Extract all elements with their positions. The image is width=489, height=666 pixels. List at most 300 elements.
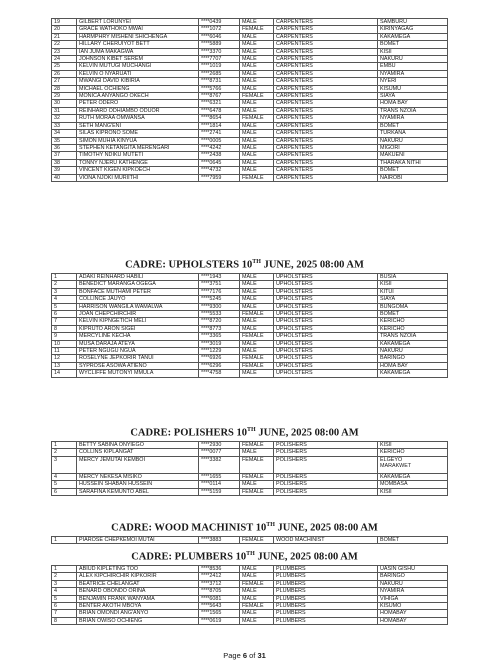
applicant-name-cell: BENEDICT MARANGA OGEGA (77, 281, 199, 288)
table-row (52, 333, 448, 340)
id-number-cell: ****8773 (199, 325, 240, 332)
row-number-cell: 8 (52, 325, 77, 332)
row-number-cell: 6 (52, 311, 77, 318)
applicant-name-cell: RUTH MORAA OMWANSA (77, 115, 199, 122)
row-number-cell: 2 (52, 573, 77, 580)
table-row (52, 167, 448, 174)
county-cell: TURKANA (378, 130, 448, 137)
id-number-cell: ****5643 (199, 603, 240, 610)
county-cell: KISUMU (378, 85, 448, 92)
wood-machinist-heading: CADRE: WOOD MACHINIST 10TH JUNE, 2025 08:00 AM (111, 522, 378, 534)
applicant-name-cell: ABIUD KIPLETING TOO (77, 566, 199, 573)
cadre-cell: UPHOLSTERS (274, 370, 378, 377)
county-cell: VIHIGA (378, 595, 448, 602)
applicant-name-cell: GRACE WATHOKO MWAI (77, 26, 199, 33)
gender-cell: MALE (240, 70, 274, 77)
county-cell: KAKAMEGA (378, 33, 448, 40)
applicant-name-cell: TIMOTHY NDIKU MUTETI (77, 152, 199, 159)
gender-cell: MALE (240, 137, 274, 144)
gender-cell: FEMALE (240, 456, 274, 473)
gender-cell: MALE (240, 348, 274, 355)
county-cell: NAKURU (378, 137, 448, 144)
row-number-cell: 8 (52, 617, 77, 624)
county-cell: NYERI (378, 78, 448, 85)
applicant-name-cell: MONICA ANYANGO OKECH (77, 93, 199, 100)
gender-cell: MALE (240, 33, 274, 40)
id-number-cell: ****2685 (199, 70, 240, 77)
cadre-cell: CARPENTERS (274, 167, 378, 174)
table-row (52, 318, 448, 325)
id-number-cell: ****8767 (199, 93, 240, 100)
cadre-cell: POLISHERS (274, 456, 378, 473)
applicant-name-cell: MUSA DARAJA ATEYA (77, 340, 199, 347)
table-row (52, 303, 448, 310)
polishers-table (51, 441, 448, 496)
cadre-cell: PLUMBERS (274, 580, 378, 587)
county-cell: EMBU (378, 63, 448, 70)
polishers-heading: CADRE: POLISHERS 10TH JUNE, 2025 08:00 AM (130, 427, 359, 439)
id-number-cell: ****1814 (199, 122, 240, 129)
table-row (52, 610, 448, 617)
applicant-name-cell: WYCLIFFE MUTONYI MMULA (77, 370, 199, 377)
cadre-cell: PLUMBERS (274, 610, 378, 617)
county-cell: BARINGO (378, 355, 448, 362)
table-row (52, 107, 448, 114)
table-row (52, 281, 448, 288)
county-cell: BOMET (378, 537, 448, 544)
gender-cell: MALE (240, 274, 274, 281)
cadre-cell: CARPENTERS (274, 122, 378, 129)
row-number-cell: 11 (52, 348, 77, 355)
applicant-name-cell: KELVIN O NYARUATI (77, 70, 199, 77)
id-number-cell: ****0114 (199, 481, 240, 488)
row-number-cell: 34 (52, 130, 77, 137)
row-number-cell: 12 (52, 355, 77, 362)
id-number-cell: ****5766 (199, 85, 240, 92)
table-row (52, 159, 448, 166)
gender-cell: FEMALE (240, 26, 274, 33)
cadre-cell: UPHOLSTERS (274, 303, 378, 310)
cadre-cell: CARPENTERS (274, 137, 378, 144)
row-number-cell: 1 (52, 274, 77, 281)
table-row (52, 63, 448, 70)
row-number-cell: 4 (52, 588, 77, 595)
table-row (52, 325, 448, 332)
cadre-cell: CARPENTERS (274, 130, 378, 137)
applicant-name-cell: KELVIN KIPNGETICH MELI (77, 318, 199, 325)
id-number-cell: ****7959 (199, 174, 240, 181)
id-number-cell: ****2438 (199, 152, 240, 159)
county-cell: BOMET (378, 41, 448, 48)
table-row (52, 537, 448, 544)
gender-cell: MALE (240, 85, 274, 92)
id-number-cell: ****7176 (199, 288, 240, 295)
applicant-name-cell: BRIAN OWISO OCHIENG (77, 617, 199, 624)
county-cell: HOMABAY (378, 610, 448, 617)
row-number-cell: 24 (52, 56, 77, 63)
id-number-cell: ****6296 (199, 362, 240, 369)
cadre-cell: UPHOLSTERS (274, 274, 378, 281)
applicant-name-cell: JOHNSON KIBET SEREM (77, 56, 199, 63)
table-row (52, 41, 448, 48)
gender-cell: MALE (240, 152, 274, 159)
applicant-name-cell: PETER NGUGU NGUA (77, 348, 199, 355)
cadre-cell: CARPENTERS (274, 41, 378, 48)
row-number-cell: 6 (52, 603, 77, 610)
table-row (52, 93, 448, 100)
wood-machinist-table (51, 536, 448, 544)
applicant-name-cell: BONFACE MUTHAMI PETER (77, 288, 199, 295)
row-number-cell: 7 (52, 610, 77, 617)
id-number-cell: ****5159 (199, 488, 240, 495)
table-row (52, 33, 448, 40)
row-number-cell: 3 (52, 456, 77, 473)
applicant-name-cell: SIMON MUHIA KINYUA (77, 137, 199, 144)
county-cell: BOMET (378, 122, 448, 129)
gender-cell: FEMALE (240, 174, 274, 181)
gender-cell: MALE (240, 107, 274, 114)
cadre-cell: PLUMBERS (274, 617, 378, 624)
cadre-cell: PLUMBERS (274, 588, 378, 595)
applicant-name-cell: ROSELYNE JEPKORIR TANUI (77, 355, 199, 362)
cadre-cell: WOOD MACHINIST (274, 537, 378, 544)
table-row (52, 122, 448, 129)
county-cell: NAIROBI (378, 174, 448, 181)
table-row (52, 355, 448, 362)
plumbers-heading: CADRE: PLUMBERS 10TH JUNE, 2025 08:00 AM (131, 551, 358, 563)
row-number-cell: 20 (52, 26, 77, 33)
carpenters-table (51, 18, 448, 182)
row-number-cell: 23 (52, 48, 77, 55)
county-cell: KERICHO (378, 318, 448, 325)
row-number-cell: 2 (52, 281, 77, 288)
table-row (52, 617, 448, 624)
gender-cell: MALE (240, 167, 274, 174)
id-number-cell: ****2741 (199, 130, 240, 137)
county-cell: NYAMIRA (378, 115, 448, 122)
table-row (52, 78, 448, 85)
county-cell: BUSIA (378, 274, 448, 281)
cadre-cell: UPHOLSTERS (274, 333, 378, 340)
county-cell: UASIN GISHU (378, 566, 448, 573)
gender-cell: MALE (240, 288, 274, 295)
gender-cell: MALE (240, 610, 274, 617)
cadre-cell: UPHOLSTERS (274, 311, 378, 318)
row-number-cell: 21 (52, 33, 77, 40)
county-cell: BARINGO (378, 573, 448, 580)
gender-cell: MALE (240, 617, 274, 624)
cadre-cell: UPHOLSTERS (274, 281, 378, 288)
id-number-cell: ****1072 (199, 26, 240, 33)
id-number-cell: ****0005 (199, 137, 240, 144)
id-number-cell: ****8705 (199, 588, 240, 595)
id-number-cell: ****1565 (199, 610, 240, 617)
applicant-name-cell: MERCYLINE KECHA (77, 333, 199, 340)
county-cell: MIGORI (378, 144, 448, 151)
id-number-cell: ****3382 (199, 456, 240, 473)
county-cell: NAKURU (378, 580, 448, 587)
gender-cell: FEMALE (240, 362, 274, 369)
applicant-name-cell: GILBERT LORUNYEI (77, 19, 199, 26)
id-number-cell: ****7707 (199, 56, 240, 63)
table-row (52, 362, 448, 369)
gender-cell: MALE (240, 19, 274, 26)
id-number-cell: ****0645 (199, 159, 240, 166)
id-number-cell: ****2930 (199, 442, 240, 449)
table-row (52, 56, 448, 63)
id-number-cell: ****8720 (199, 318, 240, 325)
gender-cell: MALE (240, 296, 274, 303)
row-number-cell: 36 (52, 144, 77, 151)
county-cell: BOMET (378, 311, 448, 318)
id-number-cell: ****3712 (199, 580, 240, 587)
table-row (52, 274, 448, 281)
id-number-cell: ****3370 (199, 48, 240, 55)
county-cell: KERICHO (378, 449, 448, 456)
applicant-name-cell: MERCY NEKESA MISIKO (77, 473, 199, 480)
row-number-cell: 1 (52, 537, 77, 544)
county-cell: THARAKA NITHI (378, 159, 448, 166)
id-number-cell: ****8731 (199, 78, 240, 85)
applicant-name-cell: SILAS KIPRONO SOME (77, 130, 199, 137)
county-cell: TRANS NZOIA (378, 333, 448, 340)
gender-cell: MALE (240, 130, 274, 137)
table-row (52, 152, 448, 159)
county-cell: HOMABAY (378, 617, 448, 624)
table-row (52, 288, 448, 295)
county-cell: NAKURU (378, 56, 448, 63)
cadre-cell: CARPENTERS (274, 63, 378, 70)
table-row (52, 19, 448, 26)
id-number-cell: ****4732 (199, 167, 240, 174)
cadre-cell: POLISHERS (274, 449, 378, 456)
cadre-cell: CARPENTERS (274, 48, 378, 55)
county-cell: KISUMO (378, 603, 448, 610)
row-number-cell: 1 (52, 442, 77, 449)
gender-cell: MALE (240, 303, 274, 310)
applicant-name-cell: BENARD OBONDO ORINA (77, 588, 199, 595)
applicant-name-cell: PIAROSE CHEPKEMOI MUTAI (77, 537, 199, 544)
table-row (52, 370, 448, 377)
id-number-cell: ****1655 (199, 473, 240, 480)
row-number-cell: 29 (52, 93, 77, 100)
applicant-name-cell: HUSSEIN SHABAN HUSSEIN (77, 481, 199, 488)
cadre-cell: CARPENTERS (274, 174, 378, 181)
row-number-cell: 33 (52, 122, 77, 129)
row-number-cell: 5 (52, 595, 77, 602)
cadre-cell: CARPENTERS (274, 70, 378, 77)
applicant-name-cell: BETTY SABINA ONYIEGO (77, 442, 199, 449)
county-cell: KISII (378, 281, 448, 288)
applicant-name-cell: SARAFINA KEMUNTO ABEL (77, 488, 199, 495)
applicant-name-cell: VIONA NJOKI MURIITHI (77, 174, 199, 181)
id-number-cell: ****9300 (199, 303, 240, 310)
id-number-cell: ****3365 (199, 333, 240, 340)
applicant-name-cell: BEATRICE CHELANGAT (77, 580, 199, 587)
cadre-cell: UPHOLSTERS (274, 318, 378, 325)
gender-cell: MALE (240, 318, 274, 325)
applicant-name-cell: PETER ODERO (77, 100, 199, 107)
applicant-name-cell: ALEX KIPCHIRCHIR KIPKORIR (77, 573, 199, 580)
row-number-cell: 26 (52, 70, 77, 77)
county-cell: NYAMIRA (378, 588, 448, 595)
gender-cell: MALE (240, 144, 274, 151)
cadre-cell: UPHOLSTERS (274, 296, 378, 303)
row-number-cell: 35 (52, 137, 77, 144)
cadre-cell: PLUMBERS (274, 603, 378, 610)
county-cell: KAKAMEGA (378, 340, 448, 347)
applicant-name-cell: MWANGI DAVID KIBIRIA (77, 78, 199, 85)
row-number-cell: 5 (52, 481, 77, 488)
gender-cell: FEMALE (240, 355, 274, 362)
county-cell: KISII (378, 488, 448, 495)
table-row (52, 340, 448, 347)
cadre-cell: UPHOLSTERS (274, 340, 378, 347)
applicant-name-cell: REINHARD ODHIAMBO ODUOR (77, 107, 199, 114)
county-cell: KITUI (378, 288, 448, 295)
county-cell: KERICHO (378, 325, 448, 332)
table-row (52, 137, 448, 144)
applicant-name-cell: JOAN CHEPCHIRCHIR (77, 311, 199, 318)
id-number-cell: ****8654 (199, 115, 240, 122)
county-cell: SAMBURU (378, 19, 448, 26)
row-number-cell: 25 (52, 63, 77, 70)
id-number-cell: ****6046 (199, 33, 240, 40)
table-row (52, 311, 448, 318)
cadre-cell: CARPENTERS (274, 26, 378, 33)
id-number-cell: ****6081 (199, 595, 240, 602)
county-cell: KAKAMEGA (378, 370, 448, 377)
applicant-name-cell: HILLARY CHERUIYOT BETT (77, 41, 199, 48)
cadre-cell: PLUMBERS (274, 566, 378, 573)
applicant-name-cell: KELVIN MUTUGI MUCHANGI (77, 63, 199, 70)
gender-cell: MALE (240, 588, 274, 595)
applicant-name-cell: KIPRUTO ARON SIGEI (77, 325, 199, 332)
applicant-name-cell: BENTER AKOTH MBOYA (77, 603, 199, 610)
gender-cell: FEMALE (240, 311, 274, 318)
plumbers-table (51, 565, 448, 625)
county-cell: NYAMIRA (378, 70, 448, 77)
county-cell: MAKUENI (378, 152, 448, 159)
cadre-cell: POLISHERS (274, 488, 378, 495)
applicant-name-cell: SYPROSE ASOWA ATIENO (77, 362, 199, 369)
row-number-cell: 10 (52, 340, 77, 347)
gender-cell: MALE (240, 159, 274, 166)
county-cell: BOMET (378, 167, 448, 174)
row-number-cell: 5 (52, 303, 77, 310)
gender-cell: MALE (240, 63, 274, 70)
applicant-name-cell: VINCENT KIGEN KIPKOECH (77, 167, 199, 174)
gender-cell: MALE (240, 56, 274, 63)
gender-cell: MALE (240, 340, 274, 347)
county-cell: TRANS NZOIA (378, 107, 448, 114)
table-row (52, 296, 448, 303)
county-cell: ELGEYO MARAKWET (378, 456, 448, 473)
county-cell: SIAYA (378, 93, 448, 100)
table-row (52, 144, 448, 151)
table-row (52, 449, 448, 456)
county-cell: KAKAMEGA (378, 473, 448, 480)
table-row (52, 573, 448, 580)
row-number-cell: 13 (52, 362, 77, 369)
gender-cell: FEMALE (240, 93, 274, 100)
row-number-cell: 32 (52, 115, 77, 122)
row-number-cell: 4 (52, 473, 77, 480)
applicant-name-cell: IAN JUMA MAKAGWA (77, 48, 199, 55)
row-number-cell: 7 (52, 318, 77, 325)
applicant-name-cell: COLLINS KIPLANGAT (77, 449, 199, 456)
gender-cell: MALE (240, 48, 274, 55)
applicant-name-cell: MICHAEL OCHIENG (77, 85, 199, 92)
row-number-cell: 1 (52, 566, 77, 573)
row-number-cell: 6 (52, 488, 77, 495)
applicant-name-cell: HARRISON WANGILA WAMALWA (77, 303, 199, 310)
cadre-cell: PLUMBERS (274, 573, 378, 580)
id-number-cell: ****6478 (199, 107, 240, 114)
cadre-cell: CARPENTERS (274, 144, 378, 151)
cadre-cell: CARPENTERS (274, 19, 378, 26)
county-cell: KIRINYAGAG (378, 26, 448, 33)
gender-cell: MALE (240, 122, 274, 129)
cadre-cell: CARPENTERS (274, 93, 378, 100)
gender-cell: MALE (240, 41, 274, 48)
id-number-cell: ****3751 (199, 281, 240, 288)
cadre-cell: CARPENTERS (274, 100, 378, 107)
gender-cell: MALE (240, 370, 274, 377)
row-number-cell: 27 (52, 78, 77, 85)
applicant-name-cell: BRIAN OMONDI ANG'ANYO (77, 610, 199, 617)
county-cell: HOMA BAY (378, 362, 448, 369)
id-number-cell: ****0619 (199, 617, 240, 624)
gender-cell: FEMALE (240, 473, 274, 480)
table-row (52, 481, 448, 488)
table-row (52, 442, 448, 449)
row-number-cell: 4 (52, 296, 77, 303)
row-number-cell: 14 (52, 370, 77, 377)
gender-cell: MALE (240, 100, 274, 107)
row-number-cell: 3 (52, 288, 77, 295)
row-number-cell: 31 (52, 107, 77, 114)
gender-cell: MALE (240, 449, 274, 456)
row-number-cell: 2 (52, 449, 77, 456)
row-number-cell: 37 (52, 152, 77, 159)
id-number-cell: ****1019 (199, 63, 240, 70)
gender-cell: MALE (240, 573, 274, 580)
county-cell: MOMBASA (378, 481, 448, 488)
gender-cell: MALE (240, 78, 274, 85)
gender-cell: MALE (240, 566, 274, 573)
row-number-cell: 40 (52, 174, 77, 181)
gender-cell: FEMALE (240, 488, 274, 495)
cadre-cell: CARPENTERS (274, 33, 378, 40)
table-row (52, 26, 448, 33)
table-row (52, 115, 448, 122)
cadre-cell: UPHOLSTERS (274, 348, 378, 355)
cadre-cell: UPHOLSTERS (274, 325, 378, 332)
row-number-cell: 22 (52, 41, 77, 48)
row-number-cell: 9 (52, 333, 77, 340)
gender-cell: MALE (240, 325, 274, 332)
table-row (52, 85, 448, 92)
id-number-cell: ****4758 (199, 370, 240, 377)
gender-cell: MALE (240, 481, 274, 488)
id-number-cell: ****0077 (199, 449, 240, 456)
cadre-cell: UPHOLSTERS (274, 362, 378, 369)
applicant-name-cell: STEPHEN KETANGITA MERENGARI (77, 144, 199, 151)
id-number-cell: ****1229 (199, 348, 240, 355)
applicant-name-cell: TONNY NJERU KATHENGE (77, 159, 199, 166)
applicant-name-cell: MERCY JEMUTAI KEMBOI (77, 456, 199, 473)
